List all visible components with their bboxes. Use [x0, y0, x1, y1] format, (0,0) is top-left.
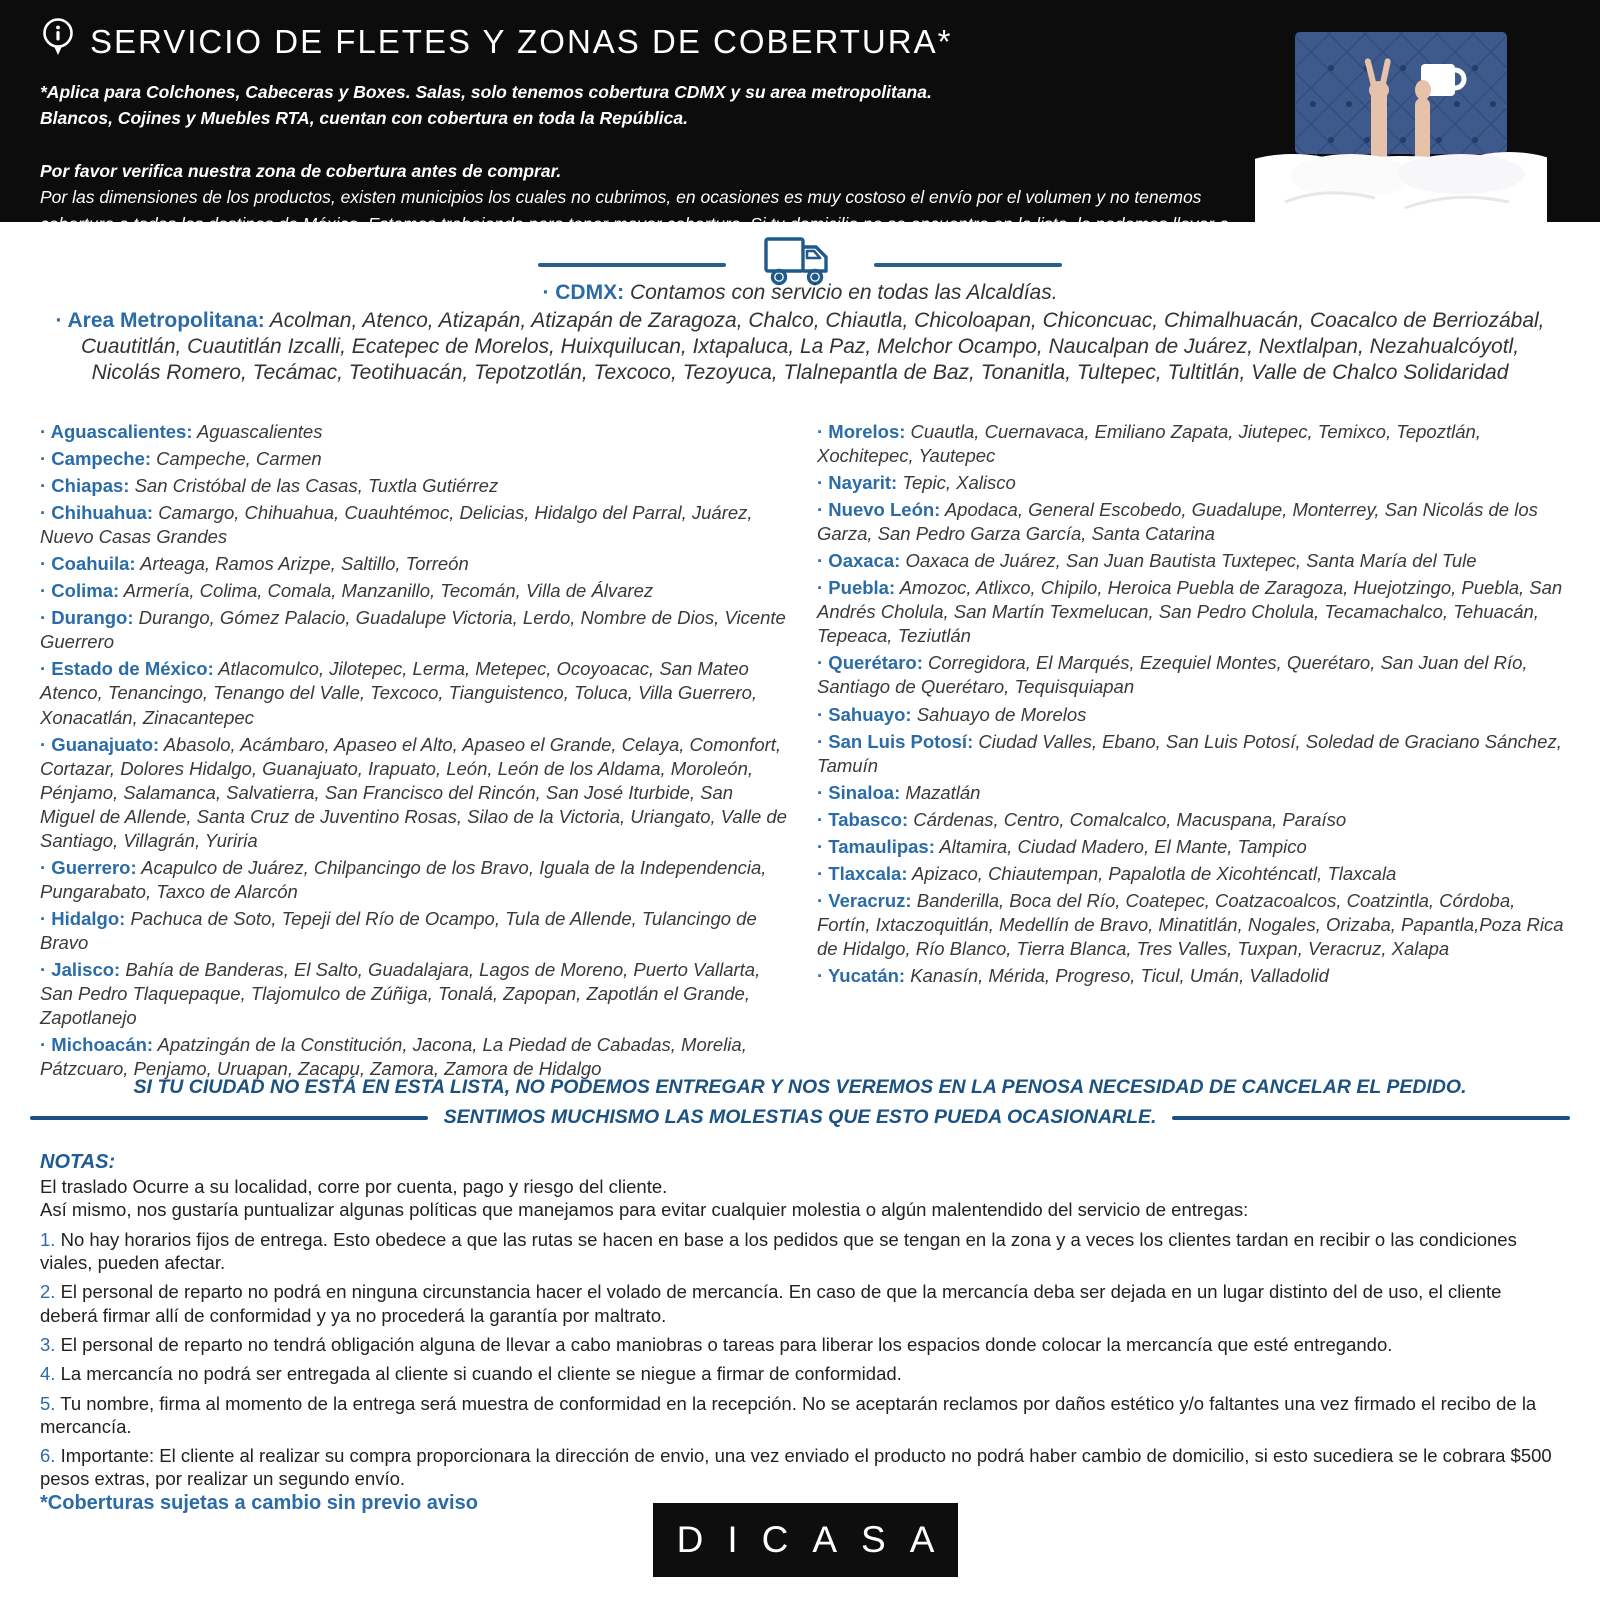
state-entry	[817, 808, 1564, 832]
note-item	[40, 1392, 1564, 1439]
header-intro: *Aplica para Colchones, Cabeceras y Boxes. Salas, solo tenemos cobertura CDMX y su area metropolitana. Blancos, Cojines y Muebles RTA, cuentan con cobertura en toda la República.	[40, 82, 932, 129]
state-name: · Sinaloa:	[817, 781, 901, 803]
notes-list	[40, 1228, 1564, 1491]
state-entry	[40, 552, 787, 576]
state-entry	[40, 657, 787, 729]
state-cities: Camargo, Chihuahua, Cuauhtémoc, Delicias, Hidalgo del Parral, Juárez, Nuevo Casas Grandes	[40, 502, 753, 548]
state-entry	[817, 835, 1564, 859]
note-number: 1.	[40, 1228, 56, 1250]
state-name: · Nayarit:	[817, 472, 898, 494]
state-cities: Cuautla, Cuernavaca, Emiliano Zapata, Jiutepec, Temixco, Tepoztlán, Xochitepec, Yautepec	[817, 421, 1481, 467]
state-cities: Sahuayo de Morelos	[916, 703, 1087, 725]
state-cities: Mazatlán	[905, 781, 981, 803]
state-entry	[817, 781, 1564, 805]
state-cities: Durango, Gómez Palacio, Guadalupe Victoria, Lerdo, Nombre de Dios, Vicente Guerrero	[40, 607, 786, 653]
state-name: · San Luis Potosí:	[817, 730, 974, 752]
state-name: · Oaxaca:	[817, 550, 901, 572]
state-cities: Bahía de Banderas, El Salto, Guadalajara, Lagos de Moreno, Puerto Vallarta, San Pedro Tlaquepaque, Tlajomulco de Zúñiga, Tonalá, Zapopan, Zapotlán el Grande, Zapotlanejo	[40, 958, 761, 1029]
cdmx-text: Contamos con servicio en todas las Alcaldías.	[629, 281, 1058, 304]
metro-text: Acolman, Atenco, Atizapán, Atizapán de Zaragoza, Chalco, Chiautla, Chicoloapan, Chiconcuac, Chimalhuacán, Coacalco de Berriozábal, Cuautitlán, Cuautitlán Izcalli, Ecatepec de Morelos, Huixquilucan, Ixtapaluca, La Paz, Melchor Ocampo, Naucalpan de Juárez, Nextlalpan, Nezahualcóyotl, Nicolás Romero, Tecámac, Teotihuacán, Tepotzotlán, Texcoco, Tezoyuca, Tlalnepantla de Baz, Tonanitla, Tultepec, Tultitlán, Valle de Chalco Solidaridad	[80, 309, 1545, 385]
state-name: · Hidalgo:	[40, 907, 126, 929]
state-entry	[817, 964, 1564, 988]
state-name: · Chihuahua:	[40, 502, 154, 524]
state-entry	[817, 471, 1564, 495]
state-cities: Acapulco de Juárez, Chilpancingo de los Bravo, Iguala de la Independencia, Pungarabato, Taxco de Alarcón	[40, 856, 767, 902]
state-entry	[817, 730, 1564, 778]
state-name: · Guerrero:	[40, 856, 137, 878]
state-cities: San Cristóbal de las Casas, Tuxtla Gutiérrez	[134, 475, 499, 497]
warning-line1: SI TU CIUDAD NO ESTÁ EN ESTA LISTA, NO PODEMOS ENTREGAR Y NOS VEREMOS EN LA PENOSA NECESIDAD DE CANCELAR EL PEDIDO.	[133, 1076, 1467, 1098]
note-text: No hay horarios fijos de entrega. Esto obedece a que las rutas se hacen en base a los pedidos que se tengan en la zona y a veces los clientes tardan en recibir o las condiciones viales, pueden afectar.	[40, 1228, 1517, 1274]
note-text: El personal de reparto no podrá en ninguna circunstancia hacer el volado de mercancía. En caso de que la mercancía deba ser dejada en un lugar distinto del de uso, el cliente deberá firmar allí de conformidad y ya no procederá la garantía por maltrato.	[40, 1281, 1502, 1326]
state-name: · Nuevo León:	[817, 499, 941, 521]
state-cities: Arteaga, Ramos Arizpe, Saltillo, Torreón	[140, 553, 469, 575]
state-name: · Querétaro:	[817, 652, 923, 674]
state-name: · Tlaxcala:	[817, 862, 908, 884]
state-name: · Jalisco:	[40, 958, 121, 980]
note-text: La mercancía no podrá ser entregada al cliente si cuando el cliente se niegue a firmar de conformidad.	[55, 1363, 902, 1385]
state-name: · Sahuayo:	[817, 703, 912, 725]
states-column-right	[817, 420, 1564, 1084]
state-cities: Campeche, Carmen	[156, 448, 322, 470]
state-cities: Abasolo, Acámbaro, Apaseo el Alto, Apaseo el Grande, Celaya, Comonfort, Cortazar, Dolores Hidalgo, Guanajuato, Irapuato, León, León de los Aldama, Moroleón, Pénjamo, Salamanca, Salvatierra, San Francisco del Rincón, San José Iturbide, San Miguel de Allende, Santa Cruz de Juventino Rosas, Silao de la Victoria, Uriangato, Valle de Santiago, Villagrán, Yuriria	[40, 733, 787, 851]
state-entry	[817, 576, 1564, 648]
state-entry	[817, 498, 1564, 546]
note-item	[40, 1333, 1564, 1356]
note-text: Tu nombre, firma al momento de la entrega será muestra de conformidad en la recepción. No se aceptarán reclamos por daños estético y/o faltantes una vez firmado el recibo de la mercancía.	[40, 1392, 1537, 1437]
notes-section	[40, 1150, 1564, 1516]
state-entry	[40, 579, 787, 603]
state-cities: Apizaco, Chiautempan, Papalotla de Xicohténcatl, Tlaxcala	[911, 862, 1397, 884]
metro-label: · Area Metropolitana:	[55, 309, 265, 332]
coverage-disclaimer: *Coberturas sujetas a cambio sin previo aviso	[40, 1491, 478, 1514]
state-entry	[817, 651, 1564, 699]
state-cities: Atlacomulco, Jilotepec, Lerma, Metepec, Ocoyoacac, San Mateo Atenco, Tenancingo, Tenango del Valle, Texcoco, Tianguistenco, Toluca, Villa Guerrero, Xonacatlán, Zinacantepec	[40, 658, 758, 728]
state-entry	[40, 958, 787, 1030]
states-coverage-list	[40, 420, 1564, 1084]
headboard-photo	[1255, 6, 1547, 237]
state-cities: Armería, Colima, Comala, Manzanillo, Tecomán, Villa de Álvarez	[123, 580, 654, 602]
state-entry	[40, 420, 787, 444]
state-cities: Altamira, Ciudad Madero, El Mante, Tampico	[939, 835, 1307, 857]
state-cities: Tepic, Xalisco	[902, 472, 1016, 494]
pin-info-icon	[40, 16, 76, 67]
state-entry	[817, 549, 1564, 573]
warning-rule-right	[1172, 1116, 1570, 1120]
state-cities: Amozoc, Atlixco, Chipilo, Heroica Puebla de Zaragoza, Huejotzingo, Puebla, San Andrés Cholula, San Martín Texmelucan, San Pedro Cholula, Tecamachalco, Tehuacán, Tepeaca, Teziutlán	[817, 577, 1563, 647]
state-cities: Apatzingán de la Constitución, Jacona, La Piedad de Cabadas, Morelia, Pátzcuaro, Penjamo, Uruapan, Zacapu, Zamora, Zamora de Hidalgo	[40, 1034, 747, 1080]
notes-heading: NOTAS:	[40, 1151, 116, 1173]
state-name: · Tamaulipas:	[817, 835, 935, 857]
state-entry	[40, 447, 787, 471]
state-name: · Coahuila:	[40, 553, 136, 575]
warning-rule-left	[30, 1116, 428, 1120]
note-number: 6.	[40, 1445, 56, 1467]
state-entry	[817, 862, 1564, 886]
state-cities: Cárdenas, Centro, Comalcalco, Macuspana, Paraíso	[913, 808, 1347, 830]
warning-line2: SENTIMOS MUCHISMO LAS MOLESTIAS QUE ESTO PUEDA OCASIONARLE.	[30, 1106, 1570, 1129]
divider-line-right	[874, 263, 1062, 267]
notes-intro-1: El traslado Ocurre a su localidad, corre por cuenta, pago y riesgo del cliente.	[40, 1176, 668, 1198]
state-cities: Banderilla, Boca del Río, Coatepec, Coatzacoalcos, Coatzintla, Córdoba, Fortín, Ixtaczoquitlán, Medellín de Bravo, Minatitlán, Nogales, Orizaba, Papantla,Poza Rica de Hidalgo, Río Blanco, Tierra Blanca, Tres Valles, Tuxpan, Veracruz, Xalapa	[817, 889, 1564, 959]
cdmx-label: · CDMX:	[542, 281, 625, 304]
divider-line-left	[538, 263, 726, 267]
note-item	[40, 1228, 1564, 1275]
state-entry	[40, 474, 787, 498]
state-cities: Kanasín, Mérida, Progreso, Ticul, Umán, Valladolid	[910, 964, 1329, 986]
state-name: · Veracruz:	[817, 889, 912, 911]
state-entry	[817, 420, 1564, 468]
cdmx-coverage	[0, 281, 1600, 305]
state-entry	[40, 1033, 787, 1081]
state-cities: Ciudad Valles, Ebano, San Luis Potosí, Soledad de Graciano Sánchez, Tamuín	[817, 730, 1562, 776]
note-number: 2.	[40, 1281, 56, 1303]
state-name: · Chiapas:	[40, 475, 130, 497]
note-item	[40, 1280, 1564, 1327]
state-name: · Campeche:	[40, 448, 152, 470]
state-entry	[40, 856, 787, 904]
state-entry	[40, 907, 787, 955]
state-name: · Colima:	[40, 580, 120, 602]
note-item	[40, 1444, 1564, 1491]
state-name: · Yucatán:	[817, 964, 906, 986]
state-entry	[817, 703, 1564, 727]
state-entry	[40, 606, 787, 654]
dicasa-logo: DICASA	[653, 1503, 958, 1577]
state-name: · Tabasco:	[817, 808, 909, 830]
state-cities: Apodaca, General Escobedo, Guadalupe, Monterrey, San Nicolás de los Garza, San Pedro Garza García, Santa Catarina	[817, 499, 1538, 545]
state-entry	[40, 733, 787, 853]
page-title: SERVICIO DE FLETES Y ZONAS DE COBERTURA*	[90, 22, 953, 60]
note-number: 5.	[40, 1392, 56, 1414]
state-cities: Pachuca de Soto, Tepeji del Río de Ocampo, Tula de Allende, Tulancingo de Bravo	[40, 907, 757, 953]
header-verify-text: Por favor verifica nuestra zona de cobertura antes de comprar. Por las dimensiones de los productos, existen municipios los cuales no cubrimos, en ocasiones es muy costoso el envío por el volumen y no tenemos cobertura a todos los destinos de México. Estamos trabajando para tener mayor cobertura. Si tu domicilio no se encuentra en la lista, lo podemos llevar a la ciudad más cercana para que de ahí, tú puedas recoger la mercancía. Esto se llama servicio Ocurre.	[40, 160, 1229, 261]
state-cities: Oaxaca de Juárez, San Juan Bautista Tuxtepec, Santa María del Tule	[905, 550, 1477, 572]
note-text: Importante: El cliente al realizar su compra proporcionara la dirección de envio, una vez enviado el producto no podrá haber cambio de domicilio, si esto sucediera se le cobrara $500 pesos extras, por realizar un segundo envío.	[40, 1445, 1552, 1490]
metro-coverage	[50, 308, 1550, 386]
note-text: El personal de reparto no tendrá obligación alguna de llevar a cabo maniobras o tareas para liberar los espacios donde colocar la mercancía que esté entregando.	[55, 1333, 1393, 1355]
state-name: · Estado de México:	[40, 658, 214, 680]
note-number: 4.	[40, 1363, 56, 1385]
state-name: · Puebla:	[817, 577, 896, 599]
state-entry	[817, 889, 1564, 961]
state-cities: Aguascalientes	[196, 421, 323, 442]
note-number: 3.	[40, 1333, 56, 1355]
state-cities: Corregidora, El Marqués, Ezequiel Montes, Querétaro, San Juan del Río, Santiago de Querétaro, Tequisquiapan	[817, 652, 1528, 698]
state-name: · Durango:	[40, 607, 134, 629]
states-column-left	[40, 420, 787, 1084]
state-name: · Morelos:	[817, 421, 906, 442]
state-name: · Guanajuato:	[40, 733, 160, 755]
cancellation-warning	[30, 1076, 1570, 1129]
state-name: · Michoacán:	[40, 1034, 154, 1056]
state-entry	[40, 501, 787, 549]
state-name: · Aguascalientes:	[40, 421, 193, 442]
note-item	[40, 1362, 1564, 1385]
notes-intro-2: Así mismo, nos gustaría puntualizar algunas políticas que manejamos para evitar cualquier molestia o algún malentendido del servicio de entregas:	[40, 1199, 1249, 1221]
